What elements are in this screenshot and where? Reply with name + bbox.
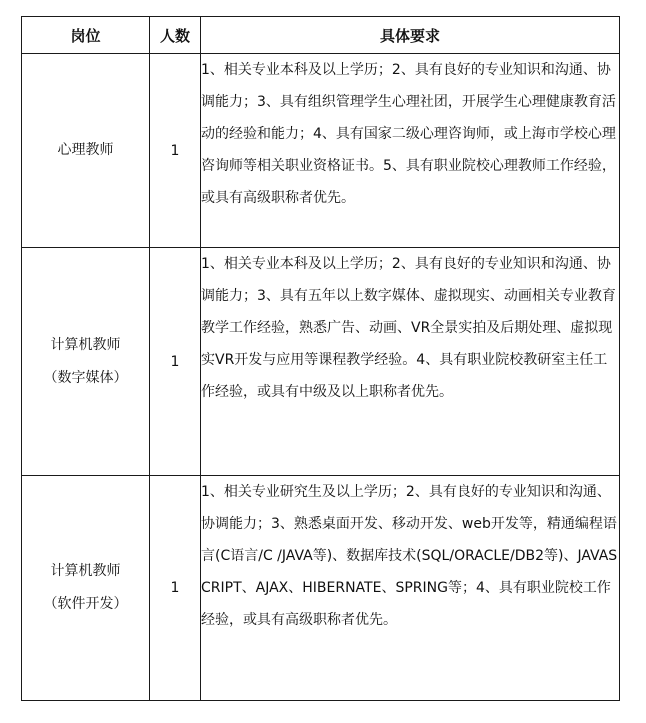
position-name: 计算机教师 bbox=[50, 336, 121, 353]
count-cell: 1 bbox=[150, 54, 201, 248]
table-row bbox=[22, 54, 620, 248]
position-specialty: （软件开发） bbox=[43, 596, 128, 612]
position-cell bbox=[22, 248, 150, 476]
count-cell: 1 bbox=[150, 248, 201, 476]
position-cell bbox=[22, 476, 150, 701]
header-requirements: 具体要求 bbox=[201, 17, 620, 54]
position-specialty: （数字媒体） bbox=[43, 369, 128, 386]
header-position: 岗位 bbox=[22, 17, 150, 54]
table-header-row bbox=[22, 17, 620, 54]
requirements-cell: 1、相关专业研究生及以上学历；2、具有良好的专业知识和沟通、协调能力；3、熟悉桌面开发、移动开发、web开发等，精通编程语言(C语言/C /JAVA等)、数据库技术(SQL/ORACLE/DB2等)、JAVASCRIPT、AJAX、HIBERNATE、SPRING等；4、具有职业院校工作经验，或具有高级职称者优先。 bbox=[201, 476, 620, 701]
position-cell bbox=[22, 54, 150, 248]
position-name: 计算机教师 bbox=[50, 563, 121, 579]
position-name: 心理教师 bbox=[57, 142, 114, 158]
table-row bbox=[22, 248, 620, 476]
requirements-cell: 1、相关专业本科及以上学历；2、具有良好的专业知识和沟通、协调能力；3、具有组织管理学生心理社团，开展学生心理健康教育活动的经验和能力；4、具有国家二级心理咨询师，或上海市学校心理咨询师等相关职业资格证书。5、具有职业院校心理教师工作经验，或具有高级职称者优先。 bbox=[201, 54, 620, 248]
header-count: 人数 bbox=[150, 17, 201, 54]
requirements-cell: 1、相关专业本科及以上学历；2、具有良好的专业知识和沟通、协调能力；3、具有五年以上数字媒体、虚拟现实、动画相关专业教育教学工作经验，熟悉广告、动画、VR全景实拍及后期处理、虚拟现实VR开发与应用等课程教学经验。4、具有职业院校教研室主任工作经验，或具有中级及以上职称者优先。 bbox=[201, 248, 620, 476]
job-requirements-table bbox=[21, 16, 620, 701]
count-cell: 1 bbox=[150, 476, 201, 701]
table-row bbox=[22, 476, 620, 701]
